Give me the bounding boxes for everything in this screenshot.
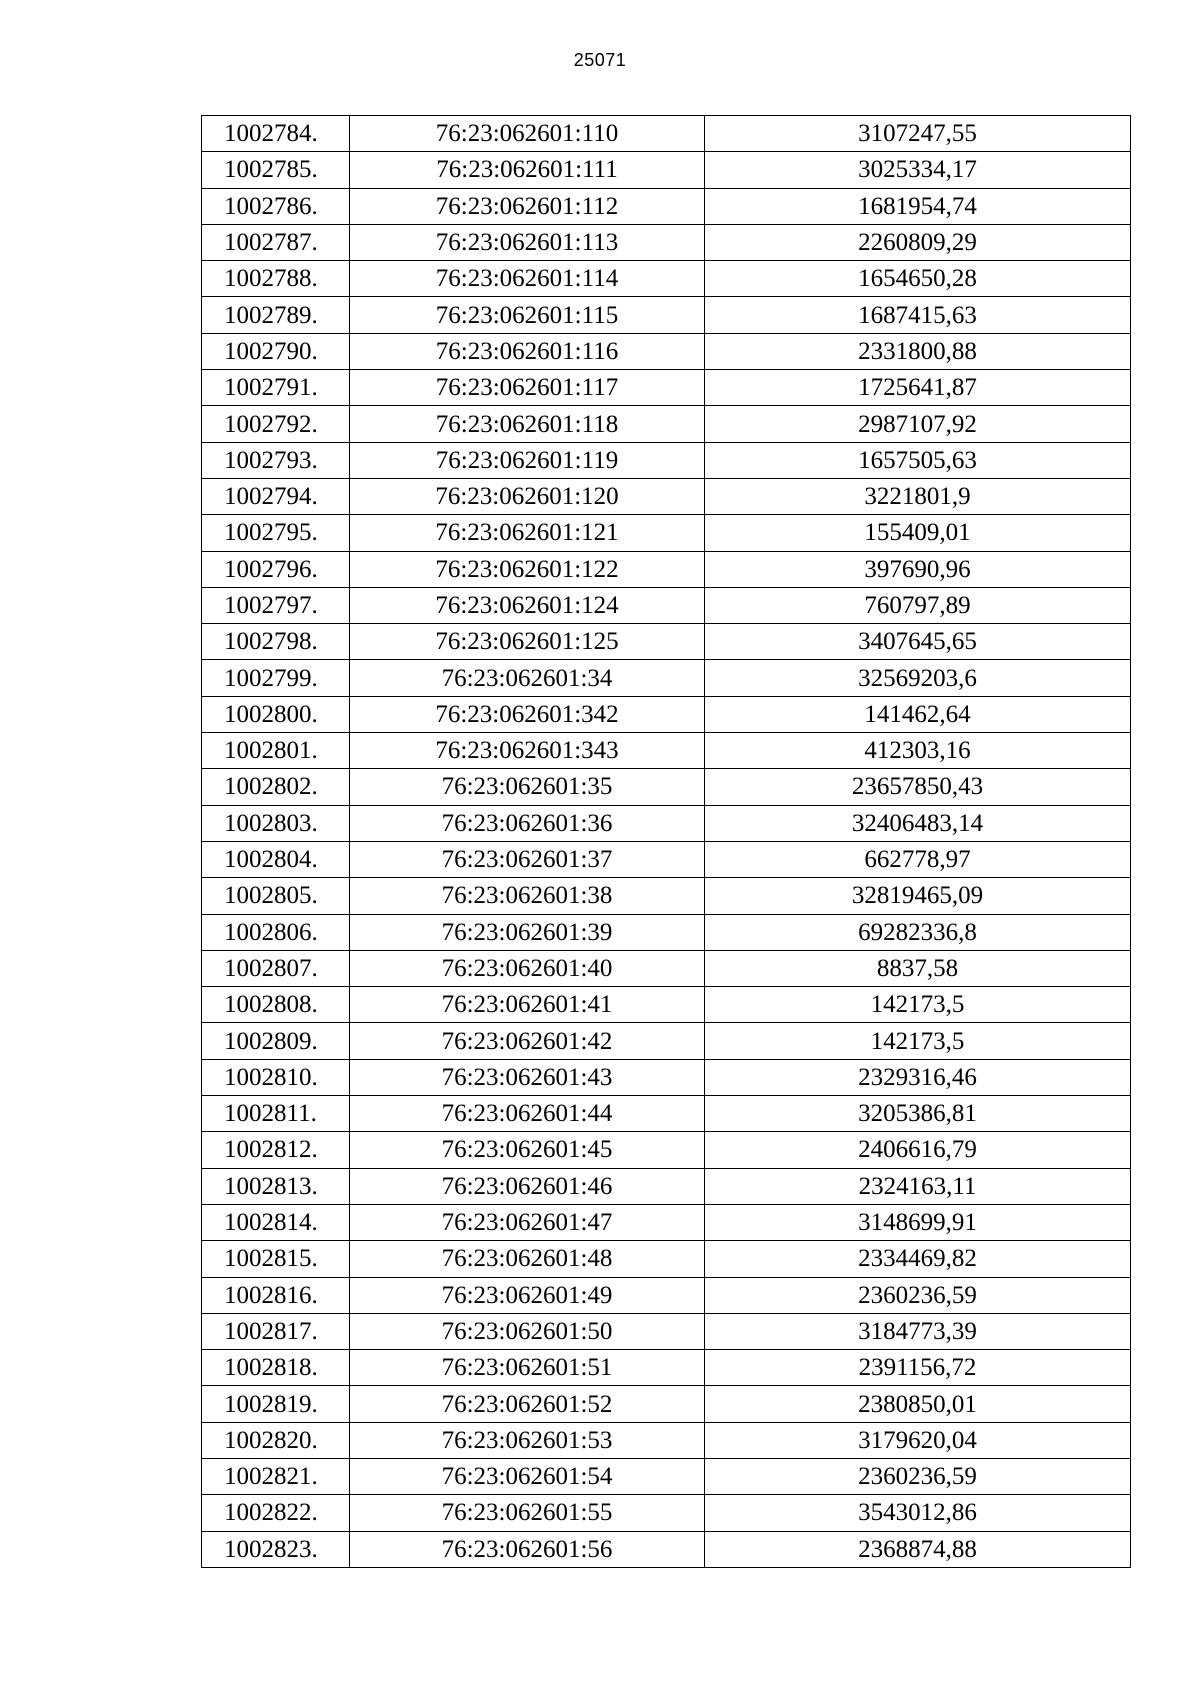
row-number-cell: 1002787. (202, 224, 350, 260)
table-row (202, 1132, 1131, 1168)
table-row (202, 442, 1131, 478)
table-row (202, 805, 1131, 841)
cadastral-value-cell: 2987107,92 (705, 406, 1131, 442)
cadastral-number-cell: 76:23:062601:343 (350, 733, 705, 769)
cadastral-value-cell: 155409,01 (705, 515, 1131, 551)
row-number-cell: 1002796. (202, 551, 350, 587)
cadastral-value-cell: 3025334,17 (705, 152, 1131, 188)
cadastral-value-cell: 1725641,87 (705, 370, 1131, 406)
table-row (202, 370, 1131, 406)
cadastral-value-cell: 2391156,72 (705, 1350, 1131, 1386)
cadastral-value-table (201, 115, 1131, 1568)
cadastral-number-cell: 76:23:062601:113 (350, 224, 705, 260)
row-number-cell: 1002798. (202, 624, 350, 660)
cadastral-value-cell: 23657850,43 (705, 769, 1131, 805)
cadastral-number-cell: 76:23:062601:42 (350, 1023, 705, 1059)
cadastral-value-cell: 2260809,29 (705, 224, 1131, 260)
row-number-cell: 1002821. (202, 1458, 350, 1494)
cadastral-number-cell: 76:23:062601:118 (350, 406, 705, 442)
cadastral-number-cell: 76:23:062601:40 (350, 950, 705, 986)
cadastral-value-cell: 3205386,81 (705, 1096, 1131, 1132)
table-body (202, 116, 1131, 1568)
row-number-cell: 1002803. (202, 805, 350, 841)
row-number-cell: 1002807. (202, 950, 350, 986)
cadastral-value-cell: 32819465,09 (705, 878, 1131, 914)
table-row (202, 1168, 1131, 1204)
table-row (202, 1458, 1131, 1494)
row-number-cell: 1002802. (202, 769, 350, 805)
table-row (202, 261, 1131, 297)
table-row (202, 878, 1131, 914)
table-row (202, 914, 1131, 950)
row-number-cell: 1002811. (202, 1096, 350, 1132)
cadastral-value-cell: 69282336,8 (705, 914, 1131, 950)
cadastral-number-cell: 76:23:062601:114 (350, 261, 705, 297)
cadastral-number-cell: 76:23:062601:120 (350, 478, 705, 514)
table-row (202, 515, 1131, 551)
table-row (202, 1313, 1131, 1349)
cadastral-number-cell: 76:23:062601:36 (350, 805, 705, 841)
row-number-cell: 1002812. (202, 1132, 350, 1168)
row-number-cell: 1002822. (202, 1495, 350, 1531)
table-row (202, 1277, 1131, 1313)
row-number-cell: 1002816. (202, 1277, 350, 1313)
cadastral-value-cell: 2360236,59 (705, 1458, 1131, 1494)
table-row (202, 1204, 1131, 1240)
cadastral-number-cell: 76:23:062601:111 (350, 152, 705, 188)
row-number-cell: 1002799. (202, 660, 350, 696)
cadastral-number-cell: 76:23:062601:41 (350, 987, 705, 1023)
row-number-cell: 1002819. (202, 1386, 350, 1422)
cadastral-value-cell: 3184773,39 (705, 1313, 1131, 1349)
cadastral-value-cell: 3543012,86 (705, 1495, 1131, 1531)
cadastral-number-cell: 76:23:062601:122 (350, 551, 705, 587)
cadastral-number-cell: 76:23:062601:48 (350, 1241, 705, 1277)
row-number-cell: 1002815. (202, 1241, 350, 1277)
cadastral-number-cell: 76:23:062601:119 (350, 442, 705, 478)
table-row (202, 624, 1131, 660)
row-number-cell: 1002809. (202, 1023, 350, 1059)
table-row (202, 551, 1131, 587)
table-row (202, 1495, 1131, 1531)
row-number-cell: 1002800. (202, 696, 350, 732)
table-row (202, 660, 1131, 696)
cadastral-value-cell: 2324163,11 (705, 1168, 1131, 1204)
row-number-cell: 1002810. (202, 1059, 350, 1095)
cadastral-number-cell: 76:23:062601:56 (350, 1531, 705, 1567)
table-row (202, 1531, 1131, 1567)
row-number-cell: 1002804. (202, 841, 350, 877)
cadastral-number-cell: 76:23:062601:52 (350, 1386, 705, 1422)
row-number-cell: 1002790. (202, 333, 350, 369)
table-row (202, 696, 1131, 732)
cadastral-number-cell: 76:23:062601:38 (350, 878, 705, 914)
cadastral-number-cell: 76:23:062601:49 (350, 1277, 705, 1313)
cadastral-number-cell: 76:23:062601:54 (350, 1458, 705, 1494)
cadastral-value-cell: 412303,16 (705, 733, 1131, 769)
cadastral-value-cell: 1681954,74 (705, 188, 1131, 224)
cadastral-number-cell: 76:23:062601:47 (350, 1204, 705, 1240)
cadastral-value-cell: 2368874,88 (705, 1531, 1131, 1567)
cadastral-value-cell: 3179620,04 (705, 1422, 1131, 1458)
cadastral-number-cell: 76:23:062601:35 (350, 769, 705, 805)
cadastral-number-cell: 76:23:062601:112 (350, 188, 705, 224)
cadastral-value-cell: 32569203,6 (705, 660, 1131, 696)
table-row (202, 841, 1131, 877)
cadastral-number-cell: 76:23:062601:55 (350, 1495, 705, 1531)
row-number-cell: 1002788. (202, 261, 350, 297)
row-number-cell: 1002785. (202, 152, 350, 188)
row-number-cell: 1002806. (202, 914, 350, 950)
cadastral-value-cell: 662778,97 (705, 841, 1131, 877)
table-row (202, 188, 1131, 224)
cadastral-number-cell: 76:23:062601:121 (350, 515, 705, 551)
row-number-cell: 1002820. (202, 1422, 350, 1458)
table-row (202, 333, 1131, 369)
cadastral-value-cell: 142173,5 (705, 987, 1131, 1023)
row-number-cell: 1002793. (202, 442, 350, 478)
cadastral-value-cell: 2334469,82 (705, 1241, 1131, 1277)
row-number-cell: 1002805. (202, 878, 350, 914)
cadastral-value-cell: 2329316,46 (705, 1059, 1131, 1095)
cadastral-table-container (201, 115, 1128, 1568)
cadastral-number-cell: 76:23:062601:37 (350, 841, 705, 877)
row-number-cell: 1002808. (202, 987, 350, 1023)
table-row (202, 224, 1131, 260)
table-row (202, 733, 1131, 769)
cadastral-value-cell: 141462,64 (705, 696, 1131, 732)
cadastral-number-cell: 76:23:062601:45 (350, 1132, 705, 1168)
table-row (202, 116, 1131, 152)
cadastral-value-cell: 3107247,55 (705, 116, 1131, 152)
cadastral-value-cell: 1657505,63 (705, 442, 1131, 478)
row-number-cell: 1002794. (202, 478, 350, 514)
table-row (202, 1422, 1131, 1458)
row-number-cell: 1002814. (202, 1204, 350, 1240)
cadastral-number-cell: 76:23:062601:43 (350, 1059, 705, 1095)
table-row (202, 769, 1131, 805)
table-row (202, 478, 1131, 514)
row-number-cell: 1002801. (202, 733, 350, 769)
row-number-cell: 1002789. (202, 297, 350, 333)
cadastral-number-cell: 76:23:062601:50 (350, 1313, 705, 1349)
table-row (202, 152, 1131, 188)
table-row (202, 1350, 1131, 1386)
cadastral-number-cell: 76:23:062601:116 (350, 333, 705, 369)
cadastral-number-cell: 76:23:062601:115 (350, 297, 705, 333)
table-row (202, 1096, 1131, 1132)
cadastral-value-cell: 760797,89 (705, 587, 1131, 623)
cadastral-number-cell: 76:23:062601:34 (350, 660, 705, 696)
row-number-cell: 1002786. (202, 188, 350, 224)
table-row (202, 406, 1131, 442)
cadastral-value-cell: 3221801,9 (705, 478, 1131, 514)
table-row (202, 1386, 1131, 1422)
cadastral-value-cell: 1654650,28 (705, 261, 1131, 297)
row-number-cell: 1002791. (202, 370, 350, 406)
cadastral-value-cell: 2331800,88 (705, 333, 1131, 369)
table-row (202, 1059, 1131, 1095)
row-number-cell: 1002797. (202, 587, 350, 623)
table-row (202, 1241, 1131, 1277)
row-number-cell: 1002817. (202, 1313, 350, 1349)
cadastral-number-cell: 76:23:062601:44 (350, 1096, 705, 1132)
table-row (202, 950, 1131, 986)
cadastral-number-cell: 76:23:062601:110 (350, 116, 705, 152)
cadastral-value-cell: 1687415,63 (705, 297, 1131, 333)
cadastral-number-cell: 76:23:062601:117 (350, 370, 705, 406)
table-row (202, 587, 1131, 623)
row-number-cell: 1002818. (202, 1350, 350, 1386)
cadastral-value-cell: 3407645,65 (705, 624, 1131, 660)
cadastral-value-cell: 397690,96 (705, 551, 1131, 587)
cadastral-value-cell: 2380850,01 (705, 1386, 1131, 1422)
cadastral-number-cell: 76:23:062601:39 (350, 914, 705, 950)
cadastral-number-cell: 76:23:062601:46 (350, 1168, 705, 1204)
cadastral-value-cell: 142173,5 (705, 1023, 1131, 1059)
page-number: 25071 (573, 50, 627, 70)
row-number-cell: 1002795. (202, 515, 350, 551)
table-row (202, 987, 1131, 1023)
cadastral-number-cell: 76:23:062601:125 (350, 624, 705, 660)
row-number-cell: 1002813. (202, 1168, 350, 1204)
cadastral-number-cell: 76:23:062601:342 (350, 696, 705, 732)
row-number-cell: 1002823. (202, 1531, 350, 1567)
row-number-cell: 1002784. (202, 116, 350, 152)
cadastral-number-cell: 76:23:062601:51 (350, 1350, 705, 1386)
cadastral-number-cell: 76:23:062601:124 (350, 587, 705, 623)
cadastral-value-cell: 2406616,79 (705, 1132, 1131, 1168)
cadastral-value-cell: 32406483,14 (705, 805, 1131, 841)
table-row (202, 297, 1131, 333)
table-row (202, 1023, 1131, 1059)
cadastral-value-cell: 3148699,91 (705, 1204, 1131, 1240)
cadastral-number-cell: 76:23:062601:53 (350, 1422, 705, 1458)
cadastral-value-cell: 2360236,59 (705, 1277, 1131, 1313)
cadastral-value-cell: 8837,58 (705, 950, 1131, 986)
row-number-cell: 1002792. (202, 406, 350, 442)
